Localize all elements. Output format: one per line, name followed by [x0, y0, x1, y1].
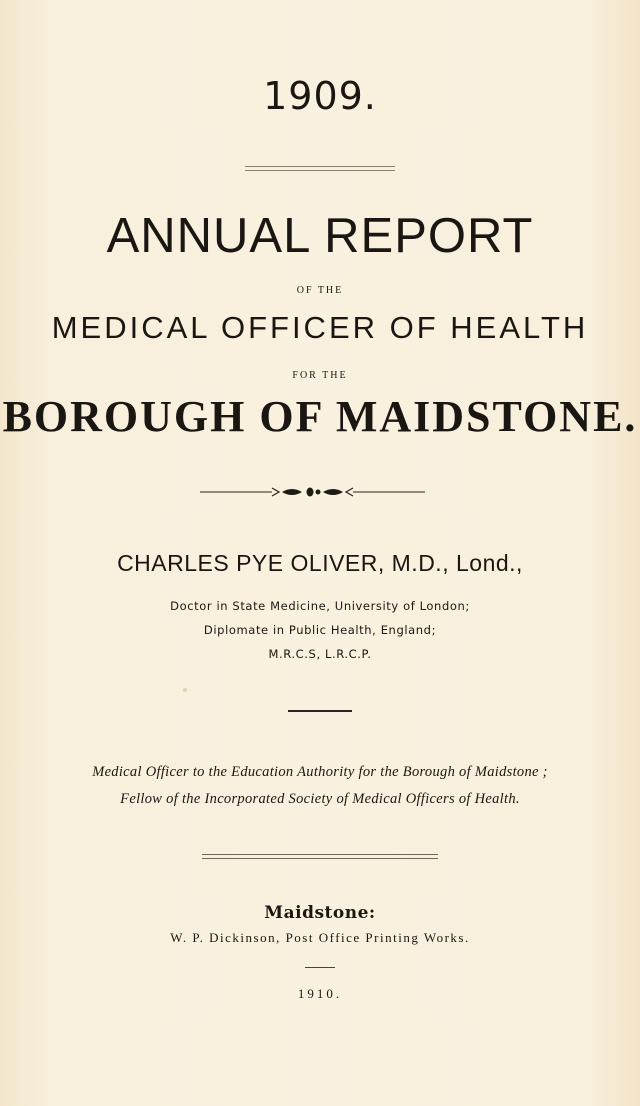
position-line: Fellow of the Incorporated Society of Medical Officers of Health. — [120, 791, 520, 807]
qualification-line: M.R.C.S, L.R.C.P. — [268, 647, 372, 661]
position-line: Medical Officer to the Education Authority for the Borough of Maidstone ; — [92, 764, 548, 780]
of-the-caption: OF THE — [296, 285, 344, 296]
author-name: CHARLES PYE OLIVER, M.D., Lond., — [117, 550, 523, 576]
publication-year: 1910. — [297, 986, 343, 1001]
report-subject: MEDICAL OFFICER OF HEALTH — [51, 310, 589, 345]
borough-name: BOROUGH OF MAIDSTONE. — [2, 392, 638, 441]
top-double-rule — [245, 166, 395, 171]
middle-rule — [288, 710, 352, 712]
qualification-line: Doctor in State Medicine, University of London; — [170, 599, 470, 613]
report-year: 1909. — [263, 74, 377, 118]
qualification-line: Diplomate in Public Health, England; — [203, 623, 437, 637]
paper-blemish — [183, 688, 187, 692]
publication-place: Maidstone: — [264, 903, 376, 923]
printer-imprint: W. P. Dickinson, Post Office Printing Works. — [170, 930, 470, 945]
for-the-caption: FOR THE — [292, 370, 348, 381]
report-title: ANNUAL REPORT — [106, 209, 534, 263]
lower-double-rule — [202, 854, 438, 859]
short-rule — [305, 967, 335, 968]
ornamental-divider — [0, 482, 640, 502]
